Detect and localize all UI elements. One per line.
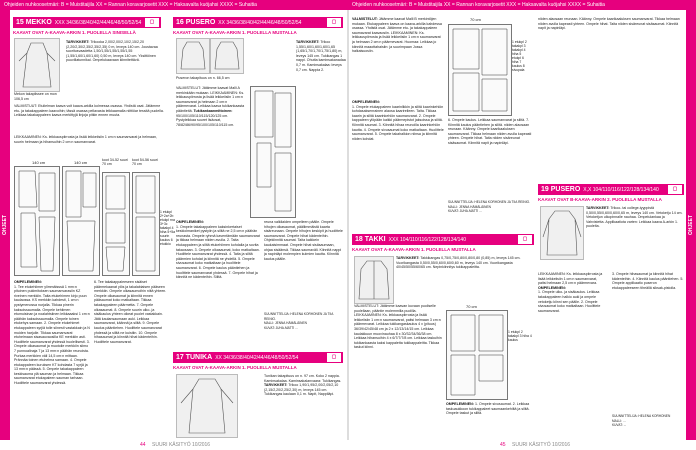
section-17-sizes: XX 34/36/38/40/42/44/46/48/50/52/54 <box>215 355 299 361</box>
section-19-instructions-col1 <box>538 272 606 436</box>
side-tab-right <box>686 10 696 440</box>
section-18-subtitle: KAAVAT OVAT A-KAAVA-ARKIN 1. PUOLELLA MUSTALLA <box>352 247 476 252</box>
section-16-materials <box>296 40 346 120</box>
section-17-materials <box>264 374 344 436</box>
section-18-cutting-3: Leikkaa kaulakkuun muovinauhaa 8 x 30/32/34/36/38 cm. <box>354 326 434 336</box>
section-15-cutting: LEIKKAAMINEN: Ks. leikkauspiirrosta ja lisää leikkeiisiin 1 cm:n saumanvarat ja helmaan, suurin helmaan ja hihansuihin 2 cm:n saumanvarat. <box>14 135 158 144</box>
tunic-sketch-icon <box>177 375 237 437</box>
section-17-title: 17 TUNIKA <box>176 354 213 361</box>
section-17b-instr-6: 6. Ompele kaulus. Leikkaa saumanvarat ja silitä. <box>448 118 526 122</box>
section-16-instr-6: 6. Ompele kaulus pääntiehen ja huolittele saumanvarat yhdessä. <box>176 265 250 275</box>
section-19-instr-head: OMPELEMINEN: <box>538 285 566 290</box>
section-17b-credit: SUUNNITTELIJA: HELENA KORHONEN JA TIIA REINIO. MALLI: JENNA HÄMÄLÄINEN KUVAT: JUHA-MATTI ... <box>448 200 530 214</box>
section-19-badge: ▢ <box>668 185 682 194</box>
section-15-instr-3: 3. Ompele olkasaumat ja muotoile merkkiin siimo 7 punnoalinaja 7 ja 13 mm:n päähän reunoista. Purkaa merkkien väli 14,5 cm:n mittaan. Prännäa toinen etuhelma samaan. <box>14 339 90 363</box>
section-19-instr-4: 4. Kiinnitä kaulus pääntiehen. <box>632 276 680 281</box>
section-18-instr-1: 1. Ompele sivusaumat. <box>474 402 512 406</box>
cutting-layout-figure-4 <box>132 172 160 276</box>
fig-3-label: koot 34-52 suuri 70 cm <box>102 158 128 166</box>
section-15-materials-label: TARVIKKEET: <box>66 40 90 44</box>
section-19-credit: SUUNNITTELIJA: HELENA KORHONEN MALLI: ... KUVAT: ... <box>612 414 671 428</box>
cutting-layout-figure-3 <box>102 172 130 276</box>
section-16-prep <box>176 86 246 182</box>
section-17-header <box>173 352 343 363</box>
section-15-title: 15 MEKKO <box>16 19 52 26</box>
section-18-badge: ▢ <box>518 235 532 244</box>
section-18-header <box>352 234 534 245</box>
sweater-sketch-icon <box>541 207 583 259</box>
section-19-materials-label: TARVIKKEET: <box>586 206 610 210</box>
cutting-layout-figure-18 <box>446 310 508 400</box>
section-16-title: 16 PUSERO <box>176 19 216 26</box>
section-15-photo <box>14 38 60 92</box>
section-16-photo-caption: Puseron takapituus on n. 66,5 cm <box>176 76 230 80</box>
cutting-layout-figure-17 <box>448 24 512 116</box>
section-16-subtitle: KAAVAT OVAT A-KAAVA-ARKIN 1. PUOLELLA MUSTALLA <box>173 30 297 35</box>
section-15-instr-head: OMPELEMINEN: <box>14 280 42 284</box>
section-16-instr-4: 4. Taita ja silitä päärmien kohdat ja kiinnitä ne yhdellä. <box>176 252 253 261</box>
cutting-layout-figure-16 <box>250 86 296 218</box>
section-17b-instr-1: 1. Ompele etukappaleen kaarinlikkin ja silitä kaarinkehiön kohdasaksenrainen alaosa kaarirelleen. Taita. Tikkaa kaarin ja silitä kaarinkehiön saumanvarat. <box>352 104 444 118</box>
section-17b-instr-5: 5. Ompele takahalkion niinsa ja kiinnitä niiden kohdat. <box>352 132 437 141</box>
section-18-sizes: XXX 104/110/116/122/128/134/140 <box>388 237 466 243</box>
section-17-pieces: Napit, Nappiläpi. <box>307 392 335 397</box>
section-18-cutting-4: Leikkaa hihansuihin 4 x 6/7/7/7/8 cm. <box>354 336 414 341</box>
right-column-continued <box>538 17 684 177</box>
section-15-instr-4: 4. Ompele etukappaleen kuruksen KT kohdasta 7 syrjä ja 13 mm:n päässä. <box>14 358 88 372</box>
section-15-legend: 1 etukpl 2+2a+2b etukpl rna 3+3c takakpl 4 hiha 5+5a suurin kaulus 6 etukkio <box>160 210 175 246</box>
section-15-sizes: XXX 34/36/38/40/42/44/46/48/50/52/54 <box>54 20 142 26</box>
section-19-cutting: LEIKKAAMINEN: Ks. leikkauspiirrosta ja lisää leikkeiisiin 1 cm:n saumanvarat, paitsi helmaan 2,5 cm:n päärmevara. <box>538 272 603 286</box>
section-15-materials <box>66 40 162 92</box>
footer-right-text: SUURI KÄSITYÖ 10/2016 <box>512 442 571 448</box>
section-16-instructions-col1 <box>176 220 260 350</box>
section-19-instr-3: 3. Ompele hihasaumat ja kiinnitä hihat kädenteihin. <box>612 272 673 281</box>
section-15-instr-5: 5. Ompele takakappaleen keskisauma ylä sauman ja helmaan. Tikkaa saumanvarat etukapaleen sauman tarhaan. Huolittele saumanvarat yhdessä. <box>14 367 84 386</box>
section-19-instr-1: 1. Ompele ulko- ja sisäkaulus. Leikkaa takakappaleen halkio auki ja ompele vetoketju kiinni sen päälle. <box>538 290 600 304</box>
section-18-cutting-2: Leikkaa tukikangaskaulus 4 x (pituus) 36/39/42/45/48 cm ja 2 x 12/13/14/15 cm. <box>354 322 436 331</box>
section-15-materials-text: Trikooka 2,00/2,00/2,10/2,15/2,20 (2,20/2,30/2,35/2,35/2,35) 0 m, leveys 140 cm. Joustavaa suoritusvaadetta 1,50/1,55/1,55/1,55/1,55 (1,55/1,60/1,60/1,60) 0,50 m, leveys 140 cm. Yksittöinen puuvillatunnikai. Ompelukaavaan kiinnitettävä. <box>66 40 158 63</box>
section-18-materials-text: Takkikangas 0,75/0,75/0,80/0,80/0,80 (0,85) m, leveys 145 cm. Vuorikangasta 0,50/0,55/0,60/0,60/0,60 m, leveys 140 cm. Vuorikangasta 40/45/50/55/60/65 cm. Nepinkiinnitys tukikappaleitta. <box>396 256 521 270</box>
section-15-instr-6: 6. Tee takakappaleeseen sisäiset päärmekaanat ylös ja takalabiaisen pääseen merkkiin. Ompele olkasaumoihin niitä yhteen. Ompele olkasaumat ja kiinnitä ennen pääsaumat koko matkaltaan. Tikkaa takakappaleen päärmetta. <box>94 280 167 307</box>
section-19-materials <box>586 206 684 270</box>
pattern-pieces-icon <box>15 167 59 275</box>
side-tab-left-label: OHJEET <box>2 214 8 236</box>
section-16-credit: SUUNNITTELIJA: HELENA KORHONEN JA TIIA REINIO. MALLI: JENNA HÄMÄLÄINEN KUVAT: JUHA-MATTI ... <box>264 312 334 330</box>
topbar-legend-right: Ohjeiden nuhkoosetmäri: B = Muistitaijila XX = Rannan koravarjosetit XXX = Haksavalta kuöjahsi XXXX = Suhaitia <box>352 2 605 8</box>
pattern-pieces-icon <box>103 173 129 275</box>
section-16-instr-7: 7. Ompele hihat ja kiinnitä ne kädenteihin. Silitä. <box>176 270 258 280</box>
section-18-mid: Leikkaa taskuihin tukikankaasta kaksi kappaletta tukikappaleitta. Tikkaa taskut kiinni. <box>354 336 442 350</box>
blouse-sketch-icon <box>211 39 243 73</box>
section-15-badge: ▢ <box>145 18 159 27</box>
section-19-note: Applikaatiota varten: Leikkaa kaava A-arkin 1. puolelta. <box>586 219 679 229</box>
section-17-materials-text: Trikoo 1,90/1,95/2,00/2,05/2,10 (2,15/2,20/2,25/2,30) m, leveys 145 cm. Tukikangas kaulaan 0,1 m. <box>264 383 339 397</box>
page-spine <box>347 10 349 450</box>
section-16-instr-3: 3. Ompele olkasaumat, koko matkaltaan. Huolittele saumanvarat yhdessä. <box>176 247 260 257</box>
section-17b-fig-label: 70 cm <box>470 17 481 22</box>
blouse-sketch-icon <box>177 39 209 73</box>
section-19-sizes: X,X 104/110/116/122/128/134/140 <box>583 187 659 193</box>
pattern-pieces-icon <box>63 167 99 275</box>
pattern-pieces-icon <box>251 87 295 217</box>
pattern-pieces-icon <box>449 25 511 115</box>
page-topbar <box>0 0 696 10</box>
pattern-pieces-icon <box>133 173 159 275</box>
section-16-instr-5: 5. Ompele sivusaumat koko matkaltaan ja huolittele saumanvarat. <box>176 256 255 270</box>
section-19-materials-text: Trikoo- tai college-tyyppistä 0,50/0,55/0,60/0,60/0,65 m, leveys 140 cm. Vetoketju 14 cm. Vetoketjun ulkopinnalle nauhaa. Ompelulankaa ja Vahvistetta. <box>586 206 683 224</box>
section-17b-instructions-col1 <box>352 100 444 228</box>
section-15-instr-1: 1. Tee etukehiimer ylimmäisssä 1 mm:n pituinen pukimitoksen saumanvarasiin KZ riveinen merkkiin. Taita etukehimen kirjo puun kaulaossa. KS merkkiin kahdesti, 1 cm:n pystymenossa nurjalla. Tikkaa pinerin kaksoissaumalla. Ompele kehiimen etumuisinan ja noalahtsiinen leikkaaaksi 1 cm:n päähän kaksoissaumalla. Ompele toinen etukehys samaan. <box>14 284 90 326</box>
fig-dimension-2: 140 cm <box>74 160 88 165</box>
section-18-note: VALMISTELUT: Jätämme kaavan kuvaan puoliselle puolellaan, pääntie molemmilla puolilla. <box>354 304 436 313</box>
section-15-photo-caption: Mekon takaplissee on mon 106,5 cm <box>14 92 57 101</box>
section-16-header <box>173 17 343 28</box>
section-19-instructions-col2 <box>612 272 684 412</box>
section-18-instr-head: OMPELEMINEN: <box>446 402 474 406</box>
section-17b-mid-col: niiden alaosaan reunaan. Käänny. Ompele kaarikaaluksen saumanvarat. Tikkaa helmaan niiden avulla kapeasti yhteen. Ompele hihat. Taita niiden sisäreunat sisäsaumat. Kiinnitä napit ja napinläpi. <box>448 122 532 145</box>
section-15-instructions-col1 <box>14 280 90 436</box>
cutting-layout-figure-2 <box>62 166 100 276</box>
section-15-instr-2: 2. Ompele etukehimet etukappaleen syrjiä tolle siinesti vastakkain ja N muiden harjulle. Tikkaa saumanvarat etuhelmaan sisasauvaosilla KE merkkiin asti. Huolittele saumanvarat yhdessä huolellisesti. <box>14 321 90 344</box>
section-19-header <box>538 184 684 195</box>
fig-dimension-1: 140 cm <box>32 160 46 165</box>
section-16-mid-text: reuna valkilaiden ompelleen päälle. Ompele hihojen olkasaumat, päällimmäistä kaarta sisäreunaan. Ompele hihojen keskipit ja huolittele saumanvarat. Ompele hihat kädenteihin. Ohjekiinnitä saumat. Taita kaikkein kaukaisimmaat. <box>264 220 343 247</box>
section-17b-legend: 1 etukpl 2 takakpl 3 takakpl 4 hiha 5 etukpl 6 hiha 7 kaulus 8 sivupala <box>512 40 527 72</box>
footer-left-text: SUURI KÄSITYÖ 10/2016 <box>152 442 211 448</box>
section-16-list-head: Tukikankaanmittoinen: <box>193 108 233 113</box>
section-15-instructions-col2 <box>94 280 168 436</box>
section-16-photo-back <box>210 38 244 74</box>
section-16-sizes: XX 34/36/38/40/42/44/46/48/50/52/54 <box>218 20 302 26</box>
section-17b-label: VALMISTELUT: <box>352 17 378 21</box>
dress-sketch-icon <box>15 39 59 91</box>
section-18-materials <box>396 256 534 300</box>
section-18-legend: 1 etukpl 2 takakpl 3 hiha 4 kaulus <box>508 330 532 342</box>
section-17b-instr-2: 2. Ompele kappaleen ylöpään kaikki päärmepistot jaksoissa ja silitä. Kiinnitä saumat. <box>352 113 443 127</box>
section-16-instr-1: 1. Ompele takakappaleen kaksinkertaiset keskiolmaniket pystyiin ja silitä ne 2,5 cm:n päähän reunasta. Ompele ryhmä kaventämään saumanvarat ja tikkaa helmaan niiden avulla. <box>176 224 260 243</box>
section-15-instr-7: 7. Ompele olkasaumat. <box>94 302 154 312</box>
section-17-photo <box>176 374 238 438</box>
section-19-instr-5: 5. Ompele applikaatio puseron etukappaleeseen tiheällä siksak-pistolla. <box>612 276 684 290</box>
jacket-sketch-icon <box>355 257 393 303</box>
section-18-photo <box>354 256 394 304</box>
section-18-instr-2: 2. Leikkaa taskuaukkoon tukikappaleet saumaankehiltä ja silitä. Ompele taskut ja silitä. <box>446 402 530 416</box>
side-tab-left <box>0 10 10 440</box>
topbar-legend-left: Ohjeiden nuhkoosetmäri: B = Muistitaijila XX = Rannan koravarjosetit XXX = Haksavalta kuöjahsi XXXX = Suhaitia <box>4 2 257 8</box>
footer-left-page-number: 44 <box>140 442 146 448</box>
section-19-instr-2: 2. Ompele sivusaumat koko matkaltaan. Huolittele saumanvarat. <box>538 299 601 313</box>
section-17b-intro: Jätämme kaavat Malli B merkintöjen mukaan. Etukappaleen kaava on kaava-arkilla kahdessa osassa. Yhdistä osat. Jätämme etu- ja takakappaleen saumavarat kaavaosiin. <box>352 17 442 35</box>
section-16-instructions-col2 <box>264 220 344 310</box>
side-tab-right-label: OHJEET <box>688 214 694 236</box>
section-15-note: VALMISTUUT: Etulielman kaava voit kaava-arkilla kolmessa osassa. Yhdistä osat. Jätämme etu- ja takakappaleen kaavoihin; tässä osassa pellavasta leikkaamalla niittiöar tessitä puolella. Leikkaa takakappaleen kaava merkittyjä linjoja pitkin ennen muuta. <box>14 104 164 118</box>
section-18-fig-label: 70 cm <box>466 304 477 309</box>
section-18-cutting: LEIKKAAMINEN: Ks. leikkauspiirrosta ja lisää leikkeiisiin 1 cm:n saumanvarat, paitsi helmaan 3 cm:n päärmevarat. <box>354 313 441 327</box>
section-15-instr-8: 8. Ompele suurin ulko- ja sisäkaulus yhteen oikeat puolet vastakkain. Jätä kaulansaumaan auki. Leikkaa saumanvarat, käännä ja silitä. <box>94 307 163 326</box>
section-19-title: 19 PUSERO <box>541 186 581 193</box>
section-15-instr-9: 9. Ompele kaulus pääntiehen. Huolittele saumanvarat yhdessä ja silitä ne kuistiin. <box>94 321 162 335</box>
section-16-badge: ▢ <box>327 18 341 27</box>
fig-4-label: koot 54-56 suuri 70 cm <box>132 158 158 166</box>
section-16-photo-front <box>176 38 210 74</box>
section-16-instr-2: 2. Taita etukappaleen ja silitä etukehiimen kohdalla ja sovita takaosaan. <box>176 238 259 252</box>
section-17-extra: Tunikan takapituus on n. 97 cm. Koko 2 nappia. Kaminsakalaa. Kaminsakalanvaara: Tukikangas. <box>264 374 342 383</box>
section-17b-instr-7: 7. Kiinnitä kaulus pääntiehen ja silitä. <box>448 118 530 127</box>
section-15-subtitle: KAAVAT OVAT A-KAAVA-ARKIN 1. PUOLELLA SINISELLÄ <box>13 30 136 35</box>
section-15-instr-10: 10. Ompele hihasaumat ja kiinnitä hihat kädenteihin. Huolittele saumanvarat. <box>94 330 158 344</box>
cutting-layout-figure-1 <box>14 166 60 276</box>
section-17b-instr-3: 3. Kiinnitä hihaa reunoilla kaarinkehiön kautta. <box>352 122 441 132</box>
section-18-title: 18 TAKKI <box>355 236 386 243</box>
section-17b-cutting-2: Huomaa: Leikkaa jo kiinnitä maaottahaisiin: ja suurimpaan Jossa halkaisuosiin. <box>352 39 437 54</box>
section-18-prep <box>354 304 442 436</box>
section-16-list: 95/100/105/110/115/120/125 cm. Pystyleikkaa suuret lisäosat, 78/82/86/90/95/100/105/110/115 cm. <box>176 113 235 127</box>
section-16-instr-head: OMPELEMINEN: <box>176 220 204 224</box>
section-16-note: VALMISTELUT: Jätämme kaavat Malli A merkinkään mukaan. <box>176 86 240 95</box>
section-17b-instr-6-repeat: niiden alaosaan reunaan. Käänny. Ompele kaarikaaluksen saumanvarat. Tikkaa helmaan niiden avulla kapeasti yhteen. Ompele hihat. Taita niiden sisäreunat sisäsaumat. Kiinnitä napit ja napinläpi. <box>538 17 680 31</box>
pattern-pieces-icon <box>447 311 507 399</box>
section-18-instructions <box>446 402 534 436</box>
footer-right-page-number: 45 <box>500 442 506 448</box>
section-17-badge: ▢ <box>327 353 341 362</box>
section-17-materials-label: TARVIKKEET: <box>264 383 288 388</box>
section-17b-instr-4: 4. Ompele sivusaumat koko matkaltaan. Huolittele saumanvarat. <box>352 127 444 137</box>
section-16-cutting: LEIKKAAMINEN: Ks. leikkauspiirrosta ja lisää leikkeiisiin 1 cm:n saumanvarat ja helmaan 2 cm:n päärmevarat. Leikkaa kaava tukikankaasta pääntieitä. <box>176 90 245 113</box>
section-17b-instr-head: OMPELEMINEN: <box>352 100 380 104</box>
page-footer <box>0 440 696 450</box>
section-16-materials-text: Trikoo 1,55/1,60/1,60/1,60/1,65 (1,65/1,70/1,70/1,75/1,80) m, leveys 145 cm. Tukikangas 1 nappi. Ohutta kaminsakanadaa 0,7 m. Kaminsakalaa: leveys 0,7 cm. Nappia 2. <box>296 40 346 72</box>
section-19-photo <box>540 206 584 260</box>
section-15-header <box>13 17 161 28</box>
section-17b-prep <box>352 17 444 97</box>
section-17-subtitle: KAAVAT OVAT A-KAAVA-ARKIN 1. PUOLELLA MUSTALLA <box>173 365 297 370</box>
section-16-materials-label: TARVIKKEET: <box>296 40 320 44</box>
section-16-mid-text-2: Ompele hihat sisäsaumaan, ohjaa sisäänsä. Tikkaa saumaväli. Kiinnitä nappi ja napinläpi molempien kulmien kautta. Kiinnitä kaulus päälle. <box>264 242 342 261</box>
section-18-materials-label: TARVIKKEET: <box>396 256 420 260</box>
section-19-subtitle: KAAVAT OVAT B-KAAVA-ARKIN 2. PUOLELLA MUSTALLA <box>538 197 662 202</box>
section-17b-cutting: LEIKKAAMINEN: Ks. leikkauspiirrosta ja lisää leikkeiisiin 1 cm:n saumanvarat ja helmaan 2 cm:n päärmevarat. <box>352 30 441 44</box>
